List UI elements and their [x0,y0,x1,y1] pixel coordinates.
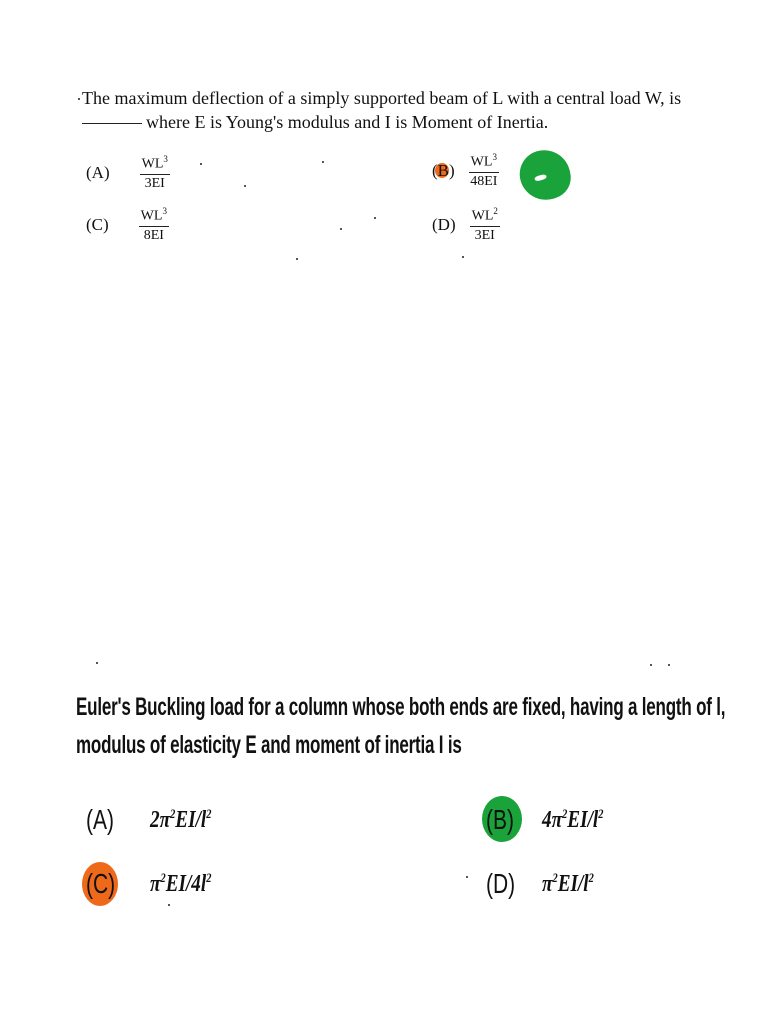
q1-option-c[interactable] [86,206,169,244]
scan-speck [322,161,324,163]
q1-option-c-label: (C) [86,214,109,234]
q1-option-d-formula [470,206,500,244]
q2-option-d-mid: EI/l [557,871,589,897]
q1-option-d[interactable] [432,206,500,244]
q1-option-c-exp: 3 [162,206,167,216]
q1-option-a-den: 3EI [144,175,165,191]
q2-option-c-mid: EI/4l [165,871,207,897]
q2-option-d-formula: $\pi^2EI/l^2$ [542,870,594,897]
q2-option-b-formula: $4\pi^2EI/l^2$ [542,806,604,833]
scan-speck [340,228,342,230]
q1-option-a-exp: 3 [163,154,168,164]
q2-option-a-coef: 2π [150,807,171,833]
q1-option-d-exp: 2 [493,206,498,216]
q1-option-b-label [432,161,455,181]
q1-option-a-formula [140,154,170,192]
q2-option-a[interactable] [86,804,227,836]
q2-option-b-mid: EI/l [567,807,599,833]
q2-option-d-label: (D) [486,868,516,899]
scan-speck [244,185,246,187]
answer-blank [82,123,142,124]
q1-option-b-label-text: (B) [432,160,455,180]
q2-option-c-formula: $\pi^2EI/4l^2$ [150,870,212,897]
q1-option-b-formula [469,152,499,190]
question-1-line-1: The maximum deflection of a simply supported beam of L with a central load W, is [82,88,682,108]
scan-speck [668,664,670,666]
scan-speck [462,256,464,258]
q2-option-b-coef: 4π [542,807,563,833]
question-1-line-2-text: where E is Young's modulus and I is Moment of Inertia. [146,112,549,132]
q2-option-c-label: (C) [86,868,116,899]
q1-option-d-label: (D) [432,214,456,234]
scan-speck [650,664,652,666]
q2-option-c-coef: π [150,871,161,897]
q1-option-d-den: 3EI [474,227,495,243]
q2-option-d[interactable] [486,868,607,900]
question-2-line-1: Euler's Buckling load for a column whose both ends are fixed, having a length of l, [76,693,726,721]
q1-option-a-label: (A) [86,162,110,182]
question-2 [76,688,756,764]
scan-speck [168,904,170,906]
q1-option-b-num: WL [470,154,493,170]
question-2-line-2: modulus of elasticity E and moment of inertia I is [76,731,462,759]
q1-option-c-den: 8EI [143,227,164,243]
q2-option-a-mid: EI/l [175,807,207,833]
question-1-line-2 [82,110,722,134]
q1-option-d-num: WL [471,208,494,224]
q2-option-c[interactable] [86,868,227,900]
q1-option-b-den: 48EI [470,173,498,189]
scan-speck [466,876,468,878]
q1-option-b-exp: 3 [492,152,497,162]
q1-option-a[interactable] [86,154,170,192]
q2-option-d-coef: π [542,871,553,897]
scan-speck [296,258,298,260]
green-check-mark [514,144,575,205]
q2-option-a-label: (A) [86,804,114,835]
q2-option-b[interactable] [486,804,619,836]
q1-option-b[interactable] [432,152,499,190]
scan-speck [374,217,376,219]
question-1 [82,86,722,134]
q1-option-a-num: WL [141,156,164,172]
scan-speck [96,662,98,664]
q1-option-c-num: WL [140,208,163,224]
scan-speck [200,163,202,165]
scan-speck [78,98,80,100]
q1-option-c-formula [139,206,169,244]
q2-option-b-label: (B) [486,804,514,835]
q2-option-a-formula: $2\pi^2EI/l^2$ [150,806,212,833]
